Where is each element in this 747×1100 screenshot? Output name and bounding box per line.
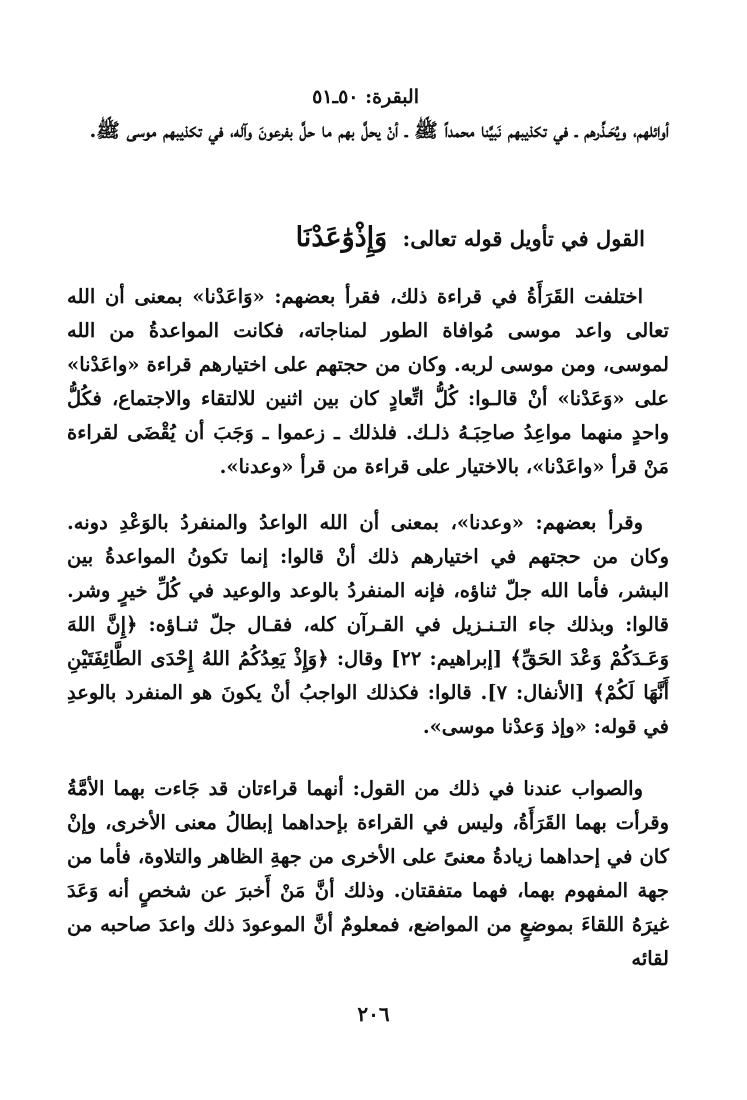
paragraph-text: اختلفت القَرَأَةُ في قراءة ذلك، فقرأ بعضهم: «وَاعَدْنا» بمعنى أن الله تعالى واعد موسى مُوافاة الطور لمناجاته، فكانت المواعدةُ من الله لموسى، ومن موسى لربه. وكان من حجتهم على اختيارهم قراءة «واعَدْنا» على «وَعَدْنا» أنْ قالـوا: كُلُّ اتِّعادٍ كان بين اثنين للالتقاء والاجتماع، فكُلُّ واحدٍ منهما مواعِدُ صاحِبَـهُ ذلـك. فلذلك ـ زعموا ـ وَجَبَ أن يُقْضَى لقراءة مَنْ قرأ «واعَدْنا»، بالاختيار على قراءة من قرأ «وعدنا». xyxy=(67,285,669,478)
page-number: ٢٠٦ xyxy=(357,1002,390,1026)
paragraph-text: أوائلهم، ويُحَـذِّرهم ـ في تكذيبهم نَبيَّنا محمداً ﷺ ـ أنْ يحلَّ بهم ما حلَّ بفرعونَ وآله، في تكذيبهم موسى ﷺ. xyxy=(89,119,669,142)
body-paragraph-1 xyxy=(67,280,669,484)
section-heading xyxy=(296,222,645,253)
paragraph-text: وقرأ بعضهم: «وعدنا»، بمعنى أن الله الواعدُ والمنفردُ بالوَعْدِ دونه. وكان من حجتهم في اختيارهم ذلك أنْ قالوا: إنما تكونُ المواعدةُ بين البشر، فأما الله جلّ ثناؤه، فإنه المنفردُ بالوعد والوعيد في كُلِّ خيرٍ وشر. قالوا: وبذلك جاء التـنـزيل في القـرآن كله، فقـال جلّ ثنـاؤه: ﴿إِنَّ اللهَ وَعَـدَكُمْ وَعْدَ الحَقِّ﴾ [إبراهيم: ٢٢] وقال: ﴿وَإِذْ يَعِدُكُمُ اللهُ إِحْدَى الطَّائِفَتَيْنِ أَنَّهَا لَكُمْ﴾ [الأنفال: ٧]. قالوا: فكذلك الواجبُ أنْ يكونَ هو المنفرد بالوعدِ في قوله: «وإذ وَعدْنا موسى». xyxy=(67,511,669,738)
body-paragraph-2 xyxy=(67,506,669,744)
section-heading-label: القول في تأويل قوله تعالى: xyxy=(402,226,645,251)
quran-verse: وَإِذْوَٰعَدْنَا xyxy=(295,222,388,253)
continuation-paragraph xyxy=(67,114,669,148)
running-header: البقرة: ٥٠ـ٥١ xyxy=(312,86,419,108)
body-paragraph-3 xyxy=(67,772,669,976)
paragraph-text: والصواب عندنا في ذلك من القول: أنهما قراءتان قد جَاءت بهما الأمَّةُ وقرأت بهما القَرَأَةُ، وليس في القراءة بإحداهما إبطالُ معنى الأخرى، وإنْ كان في إحداهما زيادةُ معنىً على الأخرى من جهةِ الظاهر والتلاوة، فأما من جهة المفهوم بهما، فهما متفقتان. وذلك أنَّ مَنْ أَخبرَ عن شخصٍ أنه وَعَدَ غيرَهُ اللقاءَ بموضعٍ من المواضع، فمعلومٌ أنَّ الموعودَ ذلك واعدَ صاحبه من لقائه xyxy=(67,777,669,970)
